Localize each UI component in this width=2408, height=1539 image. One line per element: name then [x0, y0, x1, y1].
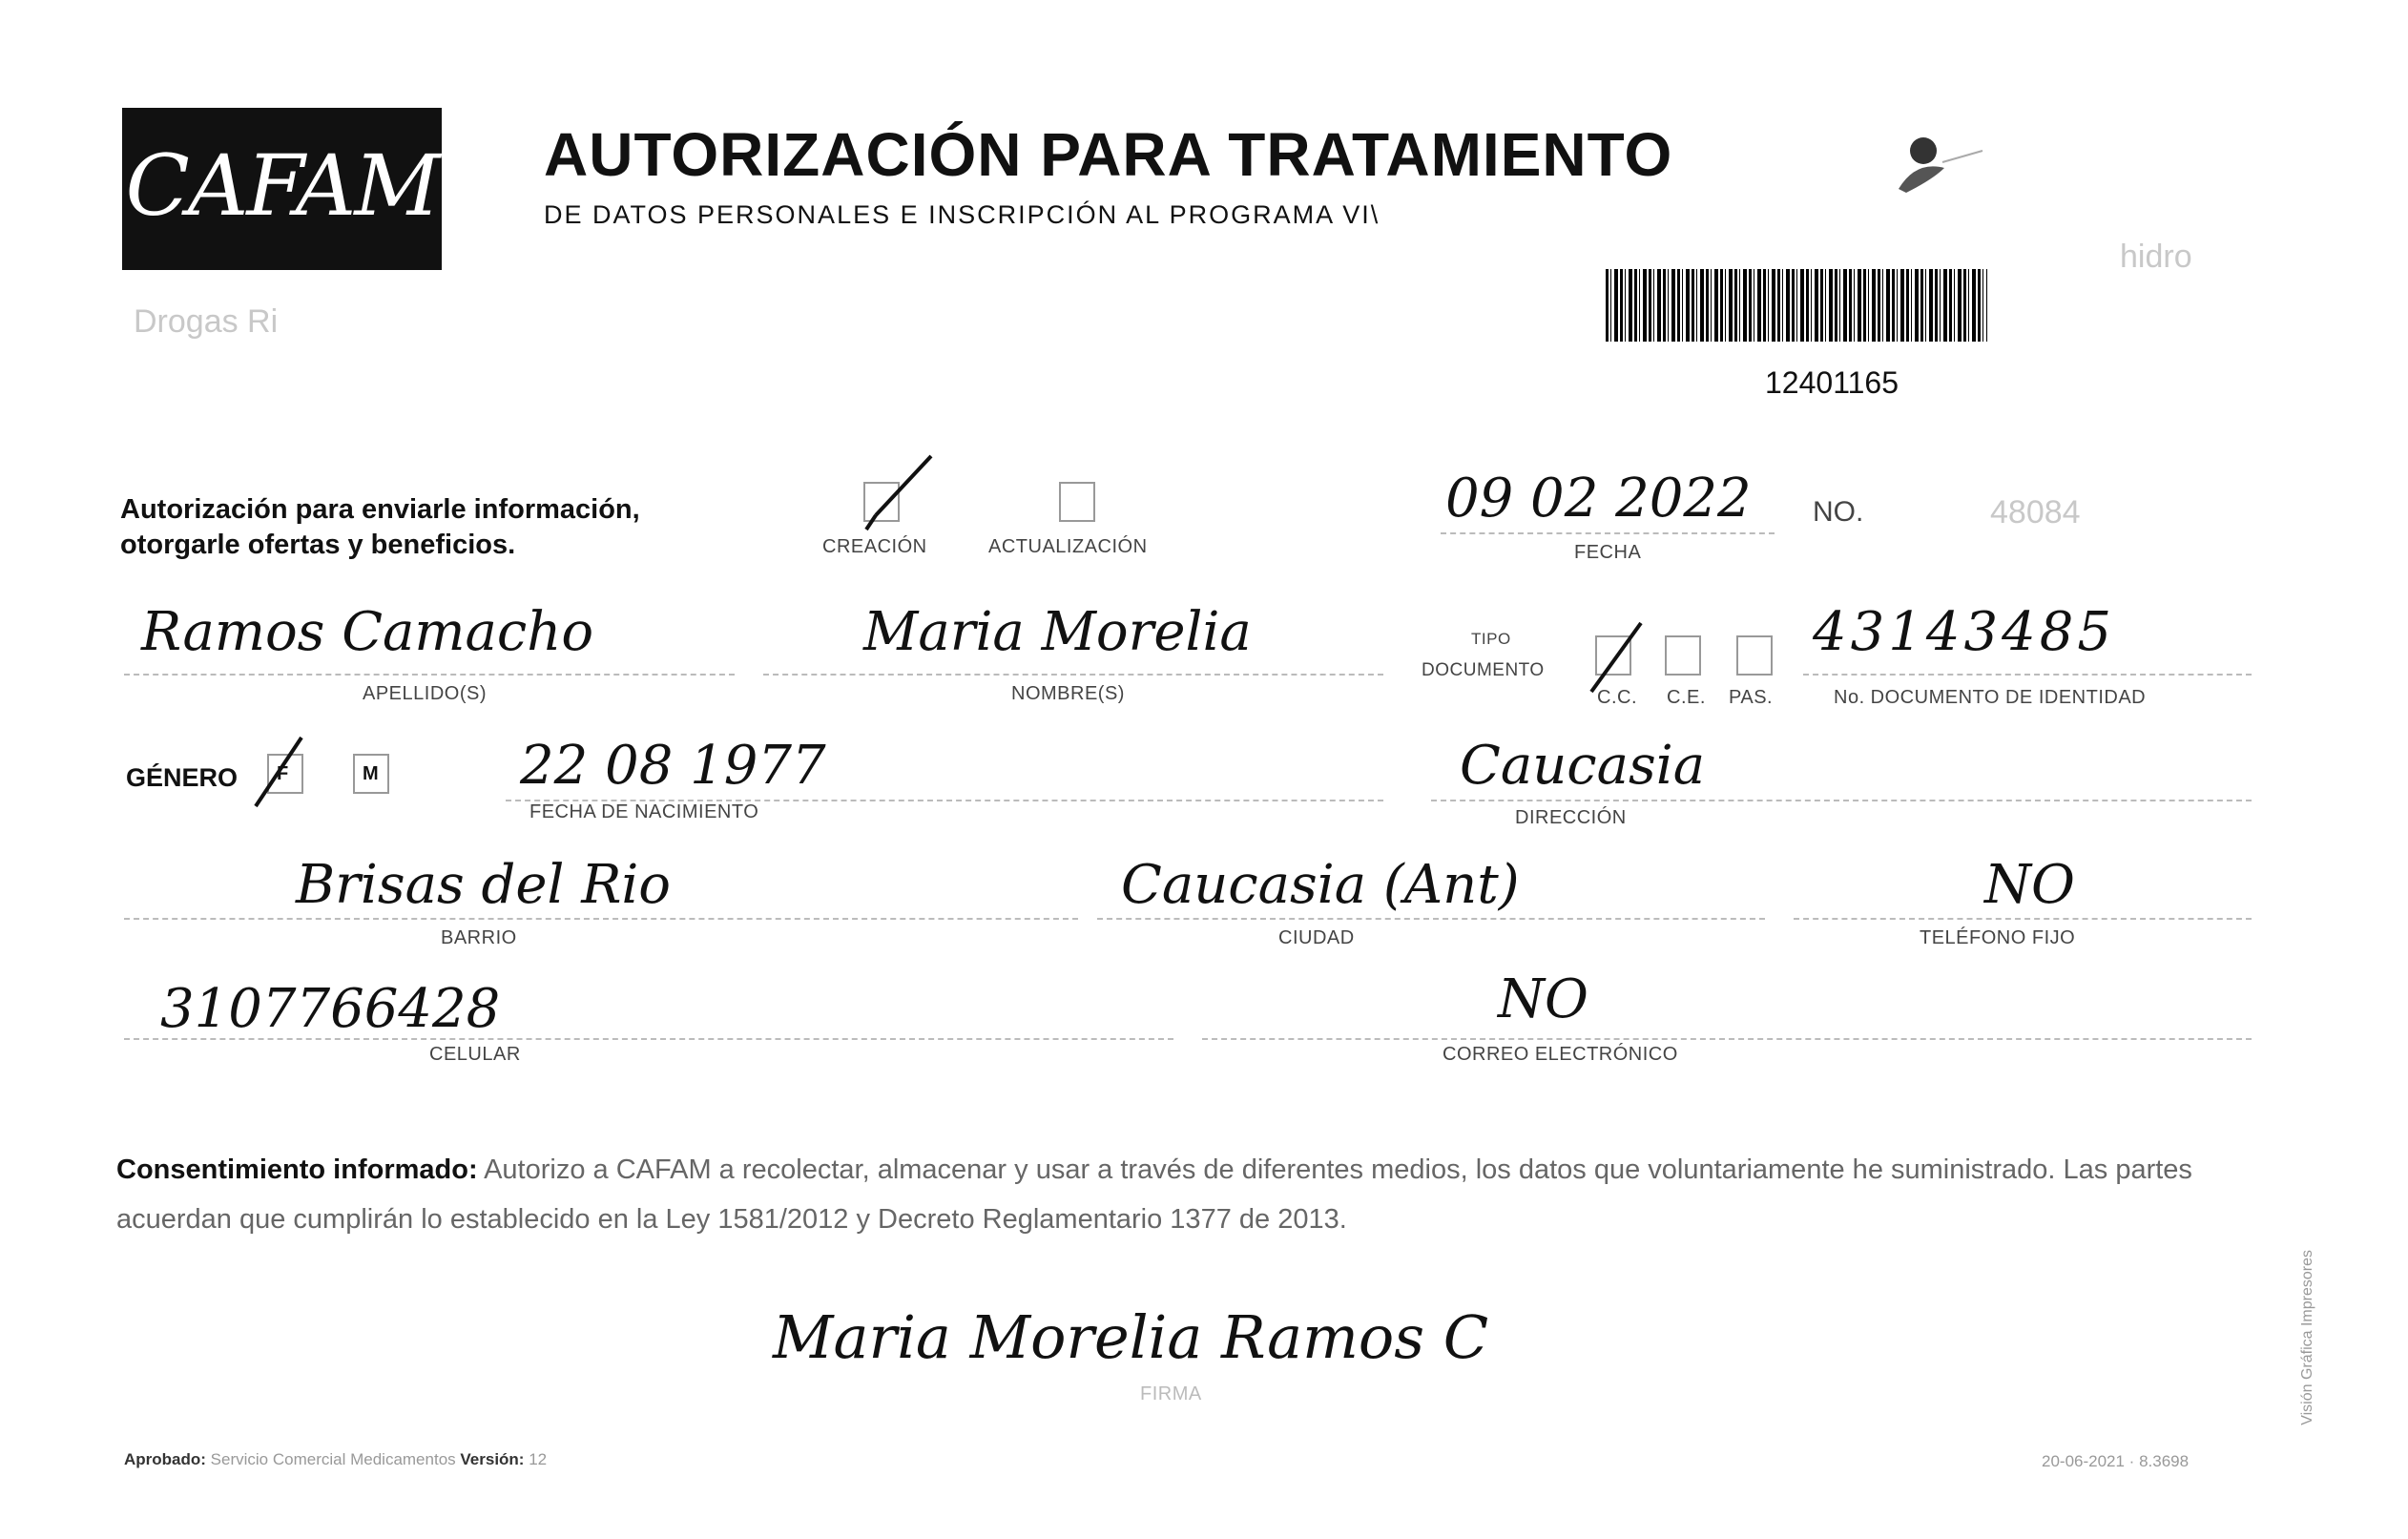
documento-value[interactable]: 43143485	[1813, 601, 2116, 663]
faint-stamp-right: hidro	[2120, 239, 2192, 275]
direccion-line	[1431, 800, 2252, 801]
barcode	[1606, 269, 1987, 342]
celular-value[interactable]: 3107766428	[160, 978, 501, 1040]
form-subtitle: DE DATOS PERSONALES E INSCRIPCIÓN AL PROGRAMA VI\	[544, 200, 1380, 229]
printer-vertical-text: Visión Gráfica Impresores	[2299, 1250, 2315, 1425]
form-title: AUTORIZACIÓN PARA TRATAMIENTO	[544, 120, 1673, 189]
barrio-label: BARRIO	[441, 927, 517, 948]
fecha-line	[1441, 532, 1775, 534]
direccion-label: DIRECCIÓN	[1515, 807, 1627, 828]
cafam-logo	[122, 108, 442, 270]
correo-label: CORREO ELECTRÓNICO	[1443, 1044, 1678, 1065]
version-label: Versión:	[460, 1450, 525, 1468]
ciudad-value[interactable]: Caucasia (Ant)	[1121, 854, 1520, 916]
version-value: 12	[529, 1450, 548, 1468]
creacion-label: CREACIÓN	[822, 536, 927, 557]
no-value: 48084	[1990, 494, 2081, 530]
no-label: NO.	[1813, 496, 1864, 528]
celular-line	[124, 1038, 1173, 1040]
nacimiento-label: FECHA DE NACIMIENTO	[529, 801, 759, 822]
consent-paragraph	[116, 1145, 2253, 1244]
documento-line	[1803, 674, 2252, 676]
cc-label: C.C.	[1597, 687, 1637, 708]
check-mark-icon	[857, 448, 943, 544]
telefono-label: TELÉFONO FIJO	[1920, 927, 2076, 948]
ciudad-label: CIUDAD	[1278, 927, 1355, 948]
correo-value[interactable]: NO	[1498, 968, 1588, 1030]
apellidos-line	[124, 674, 735, 676]
actualizacion-checkbox[interactable]	[1059, 482, 1095, 522]
ciudad-line	[1097, 918, 1765, 920]
fecha-value[interactable]: 09 02 2022	[1445, 468, 1752, 530]
signature-label: FIRMA	[1140, 1383, 1202, 1404]
barrio-line	[124, 918, 1078, 920]
genero-m-label: M	[363, 763, 380, 784]
ce-label: C.E.	[1667, 687, 1706, 708]
aprobado-label: Aprobado:	[124, 1450, 206, 1468]
footer-right-code: 20-06-2021 · 8.3698	[2042, 1452, 2190, 1470]
nombres-label: NOMBRE(S)	[1011, 683, 1125, 704]
apellidos-value[interactable]: Ramos Camacho	[141, 601, 594, 663]
authorization-label-line2: otorgarle ofertas y beneficios.	[120, 530, 516, 560]
celular-label: CELULAR	[429, 1044, 521, 1065]
consent-text: Autorizo a CAFAM a recolectar, almacenar y usar a través de diferentes medios, los datos que voluntariamente he suministrado. Las partes acuerdan que cumplirán lo establecido en la Ley 1581/2012 y Decreto Reglamentario 1377 de 2013.	[116, 1154, 2192, 1235]
program-emblem-icon	[1887, 122, 1992, 198]
actualizacion-label: ACTUALIZACIÓN	[988, 536, 1148, 557]
barrio-value[interactable]: Brisas del Rio	[296, 854, 671, 916]
direccion-value[interactable]: Caucasia	[1460, 735, 1706, 797]
correo-line	[1202, 1038, 2252, 1040]
footer-approval	[124, 1450, 547, 1469]
logo-text: CAFAM	[125, 136, 439, 235]
consent-heading: Consentimiento informado:	[116, 1154, 478, 1185]
tipo-label: TIPO	[1471, 630, 1511, 648]
ce-checkbox[interactable]	[1665, 635, 1701, 676]
genero-f-label: F	[277, 763, 289, 784]
documento-label: DOCUMENTO	[1422, 660, 1545, 680]
documento-numero-label: No. DOCUMENTO DE IDENTIDAD	[1834, 687, 2147, 708]
authorization-label-line1: Autorización para enviarle información,	[120, 494, 640, 525]
fecha-label: FECHA	[1574, 542, 1642, 563]
nacimiento-value[interactable]: 22 08 1977	[520, 735, 826, 797]
barcode-number: 12401165	[1765, 365, 1899, 400]
apellidos-label: APELLIDO(S)	[363, 683, 487, 704]
telefono-value[interactable]: NO	[1984, 854, 2075, 916]
nombres-line	[763, 674, 1383, 676]
aprobado-value: Servicio Comercial Medicamentos	[210, 1450, 456, 1468]
signature-value[interactable]: Maria Morelia Ramos C	[773, 1302, 1489, 1372]
genero-check-mark-icon	[246, 730, 313, 816]
telefono-line	[1794, 918, 2252, 920]
pas-label: PAS.	[1729, 687, 1774, 708]
pas-checkbox[interactable]	[1736, 635, 1773, 676]
nombres-value[interactable]: Maria Morelia	[863, 601, 1252, 663]
faint-stamp-left: Drogas Ri	[134, 303, 279, 340]
genero-label: GÉNERO	[126, 763, 239, 792]
